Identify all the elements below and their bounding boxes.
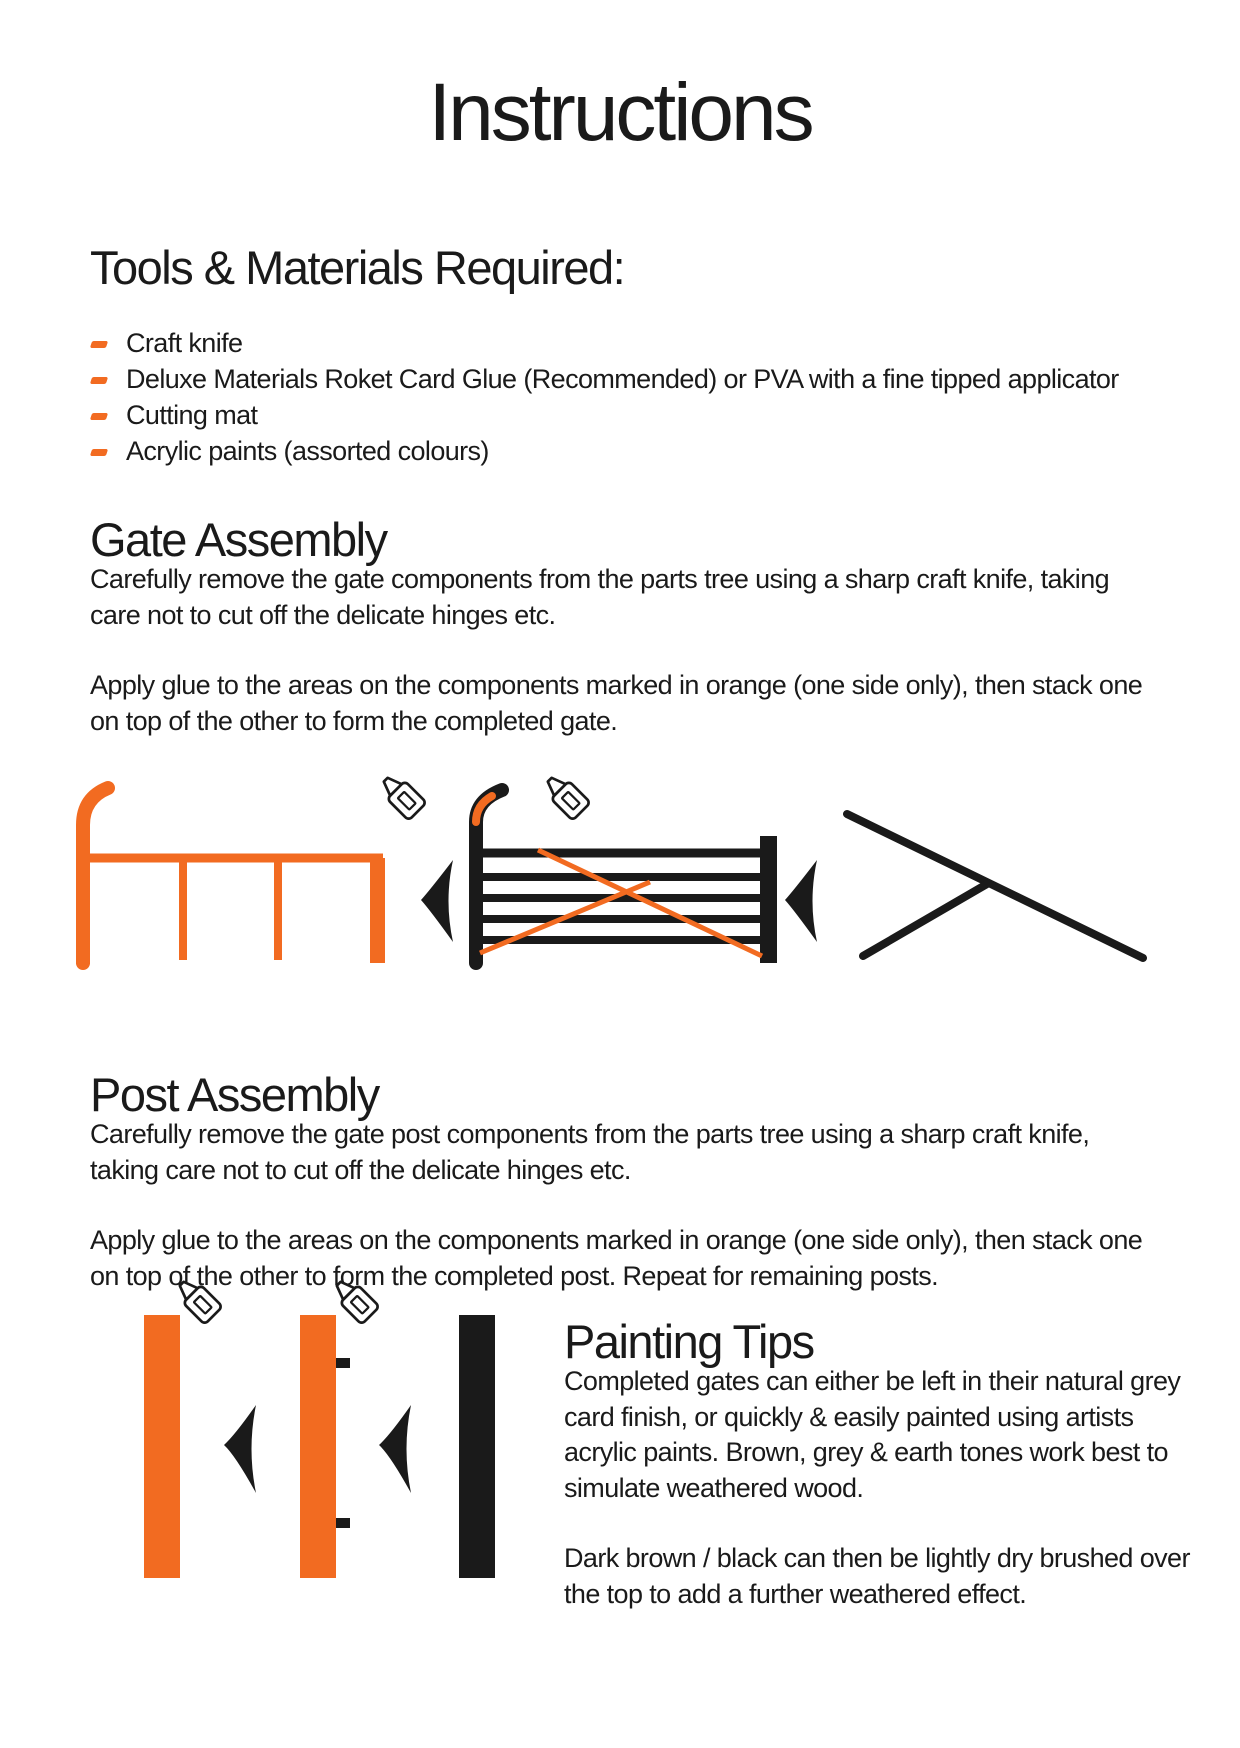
list-item: Deluxe Materials Roket Card Glue (Recommended) or PVA with a fine tipped applicator (90, 361, 1119, 397)
bullet-icon (90, 449, 108, 456)
post-part-orange-hinged (300, 1315, 350, 1578)
gate-assembly-heading: Gate Assembly (90, 513, 387, 566)
stack-arrow-icon (224, 1405, 256, 1493)
post-part-black (459, 1315, 495, 1578)
post-assembly-heading: Post Assembly (90, 1068, 379, 1121)
stack-arrow-icon (421, 860, 453, 942)
gate-part-brace (847, 814, 1143, 958)
gate-part-black (474, 790, 777, 963)
bullet-icon (90, 341, 108, 348)
gate-part-orange (76, 788, 385, 964)
post-assembly-step-1: Carefully remove the gate post components from the parts tree using a sharp craft knife, taking care not to cut off the delicate hinges etc. (90, 1119, 1090, 1185)
painting-tips-heading: Painting Tips (564, 1315, 814, 1368)
gate-assembly-step-1: Carefully remove the gate components from the parts tree using a sharp craft knife, taking care not to cut off the delicate hinges etc. (90, 564, 1110, 630)
list-item: Cutting mat (90, 397, 1119, 433)
gate-assembly-step-2: Apply glue to the areas on the components marked in orange (one side only), then stack one on top of the other to form the completed gate. (90, 670, 1143, 736)
stack-arrow-icon (379, 1405, 411, 1493)
glue-bottle-icon (541, 771, 591, 821)
gate-assembly-diagram (0, 780, 1240, 980)
post-part-orange (144, 1315, 180, 1578)
glue-bottle-icon (377, 771, 427, 821)
page-title: Instructions (428, 67, 812, 158)
painting-tip-2: Dark brown / black can then be lightly dry brushed over the top to add a further weathered effect. (564, 1543, 1190, 1609)
painting-tip-1: Completed gates can either be left in their natural grey card finish, or quickly & easily painted using artists acrylic paints. Brown, grey & earth tones work best to simulate weathered wood. (564, 1366, 1181, 1503)
bullet-icon (90, 413, 108, 420)
post-assembly-diagram (0, 1290, 560, 1590)
list-item: Craft knife (90, 325, 1119, 361)
list-item: Acrylic paints (assorted colours) (90, 433, 1119, 469)
post-assembly-step-2: Apply glue to the areas on the components marked in orange (one side only), then stack one on top of the other to form the completed post. Repeat for remaining posts. (90, 1225, 1143, 1291)
stack-arrow-icon (785, 860, 817, 942)
materials-list (90, 325, 1119, 469)
tools-heading: Tools & Materials Required: (90, 241, 625, 294)
bullet-icon (90, 377, 108, 384)
